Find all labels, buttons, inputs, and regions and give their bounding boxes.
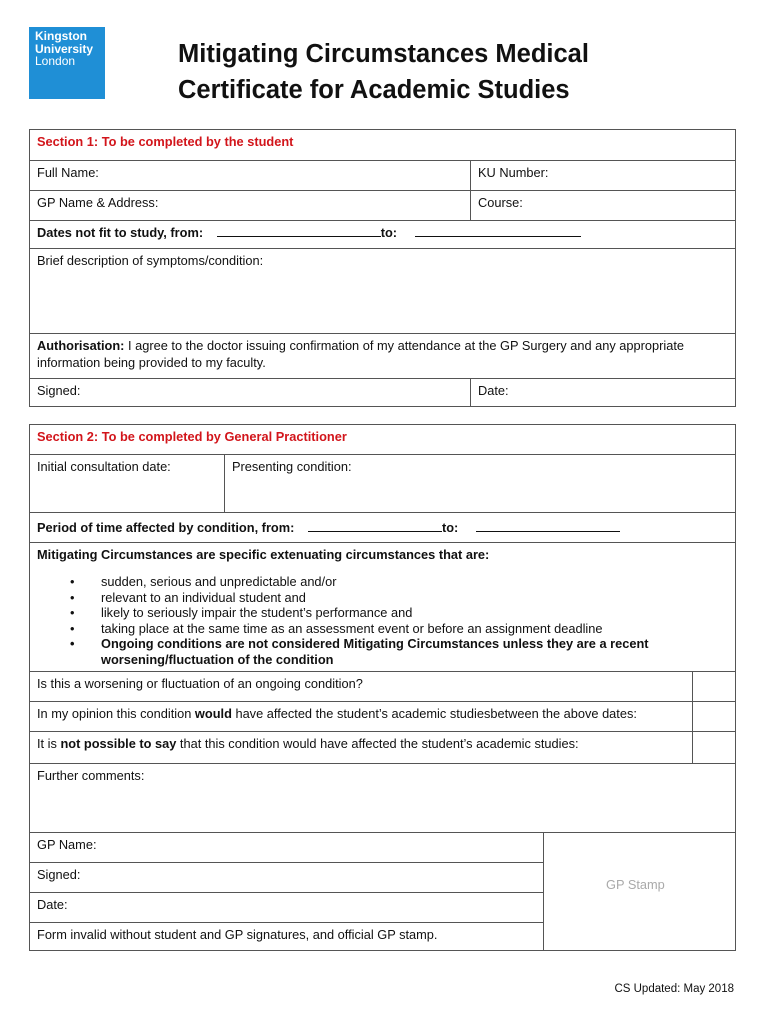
symptoms-label: Brief description of symptoms/condition: (37, 253, 264, 268)
period-to-label: to: (441, 520, 459, 535)
list-item: • Ongoing conditions are not considered Mitigating Circumstances unless they are a recent worsening/fluctuation of the condition (70, 636, 649, 667)
mitigating-heading: Mitigating Circumstances are specific extenuating circumstances that are: (37, 547, 490, 562)
gp-name-address-field[interactable]: GP Name & Address: (37, 195, 159, 210)
logo-line-3: London (35, 54, 76, 68)
symptoms-field[interactable] (30, 249, 735, 333)
further-comments-field[interactable] (30, 764, 735, 832)
dates-to-blank[interactable] (415, 224, 581, 237)
period-from-label: Period of time affected by condition, from: (37, 520, 295, 535)
section-2-header: Section 2: To be completed by General Practitioner (37, 429, 347, 444)
gp-stamp-area[interactable] (543, 833, 735, 951)
section-2-table (29, 424, 736, 951)
kingston-university-logo (29, 27, 105, 99)
presenting-condition-field[interactable]: Presenting condition: (224, 455, 735, 512)
dates-from-label: Dates not fit to study, from: (37, 225, 204, 240)
question-not-possible: It is not possible to say that this condition would have affected the student’s academic studies: (37, 736, 579, 751)
gp-date-field[interactable]: Date: (37, 897, 68, 912)
bullet-icon: • (70, 620, 75, 636)
authorisation-label: Authorisation: (37, 338, 125, 353)
period-from-blank[interactable] (308, 519, 442, 532)
gp-stamp-placeholder: GP Stamp (606, 877, 665, 892)
section-1-header: Section 1: To be completed by the student (37, 134, 294, 149)
bullet-icon: • (70, 589, 75, 605)
period-affected-row (30, 513, 735, 542)
period-to-blank[interactable] (476, 519, 620, 532)
question-would-affect: In my opinion this condition would have affected the student’s academic studiesbetween the above dates: (37, 706, 637, 721)
authorisation-body: I agree to the doctor issuing confirmation of my attendance at the GP Surgery and any appropriate information being provided to my faculty. (37, 338, 685, 370)
student-date-field[interactable]: Date: (470, 379, 735, 407)
dates-from-blank[interactable] (217, 224, 381, 237)
logo-line-1: Kingston (35, 29, 87, 43)
list-item: • sudden, serious and unpredictable and/or (70, 574, 337, 589)
title-line-1: Mitigating Circumstances Medical (178, 40, 589, 68)
section-1-table (29, 129, 736, 407)
bullet-icon: • (70, 605, 75, 620)
ku-number-field[interactable]: KU Number: (470, 161, 735, 190)
footer-updated-note: CS Updated: May 2018 (614, 983, 734, 995)
list-item: • likely to seriously impair the student’s performance and (70, 605, 413, 620)
mitigating-criteria-list (70, 574, 690, 667)
dates-not-fit-row (30, 221, 735, 248)
page-title (178, 36, 589, 108)
list-item: • relevant to an individual student and (70, 589, 306, 605)
bullet-icon: • (70, 574, 75, 589)
bullet-icon: • (70, 636, 75, 651)
initial-consultation-field[interactable]: Initial consultation date: (37, 459, 171, 474)
authorisation-text (30, 334, 735, 378)
worsening-checkbox[interactable] (692, 672, 735, 701)
title-line-2: Certificate for Academic Studies (178, 76, 570, 104)
would-affect-checkbox[interactable] (692, 702, 735, 731)
question-worsening: Is this a worsening or fluctuation of an ongoing condition? (37, 676, 363, 691)
invalid-form-note: Form invalid without student and GP signatures, and official GP stamp. (37, 927, 438, 942)
full-name-field[interactable]: Full Name: (37, 165, 99, 180)
further-comments-label: Further comments: (37, 768, 145, 783)
student-signed-field[interactable]: Signed: (37, 383, 81, 398)
logo-line-2: University (35, 41, 94, 56)
course-field[interactable]: Course: (470, 191, 735, 220)
gp-signed-field[interactable]: Signed: (37, 867, 81, 882)
dates-to-label: to: (380, 225, 398, 240)
list-item: • taking place at the same time as an assessment event or before an assignment deadline (70, 620, 603, 636)
not-possible-checkbox[interactable] (692, 732, 735, 763)
gp-name-field[interactable]: GP Name: (37, 837, 97, 852)
